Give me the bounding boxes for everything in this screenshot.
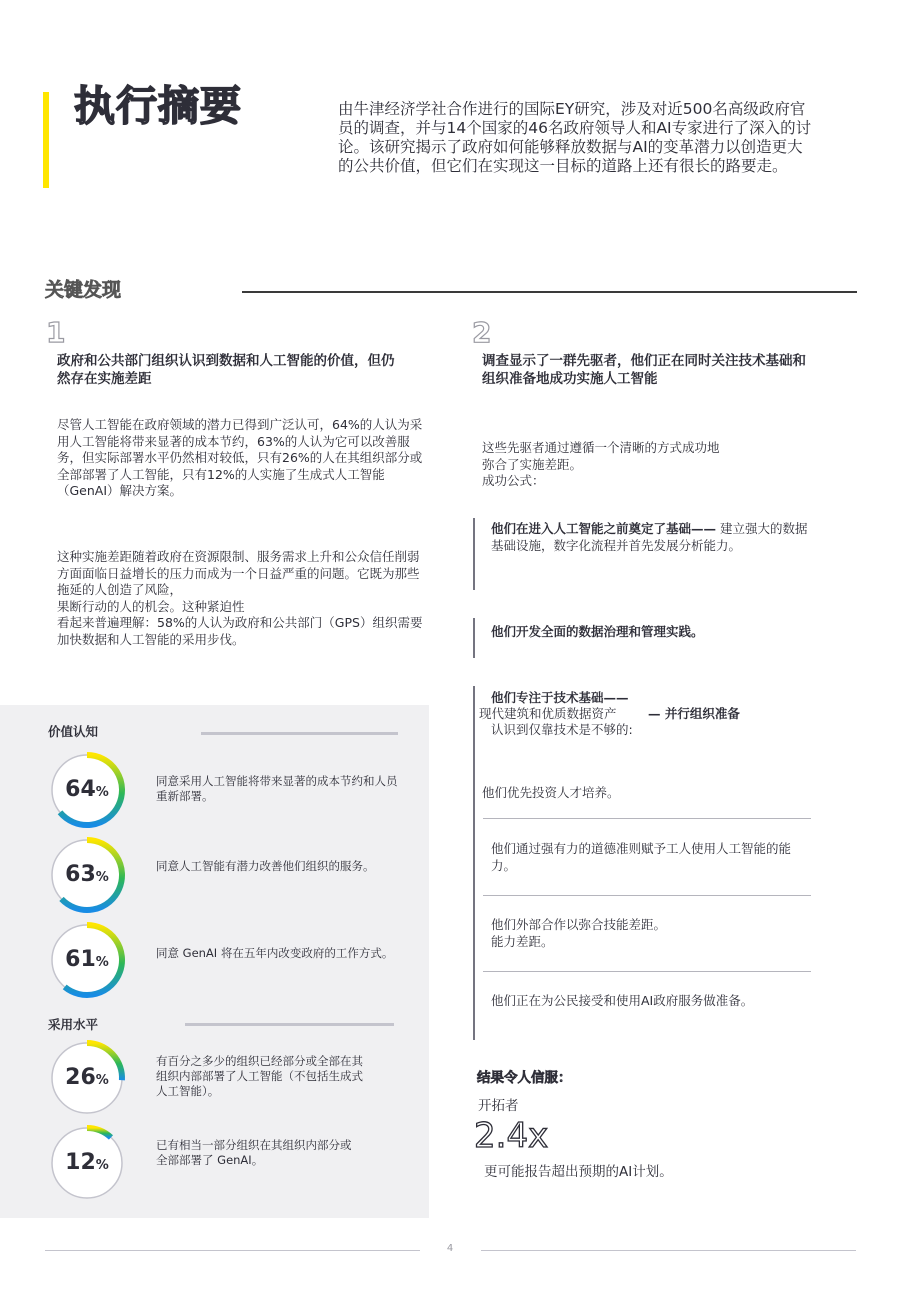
finding-1-paragraph-1: 尽管人工智能在政府领域的潜力已得到广泛认可，64%的人认为采用人工智能将带来显著的成本节约，63%的人认为它可以改善服务，但实际部署水平仍然相对较低，只有26%的人在其组织部分或全部部署了人工智能，只有12%的人实施了生成式人工智能（GenAI）解决方案。 <box>57 417 423 498</box>
separator <box>483 971 811 972</box>
section-rule <box>185 1023 394 1026</box>
step-3-text-2: 认识到仅靠技术是不够的: <box>491 722 633 737</box>
step-3-text: 现代建筑和优质数据资产 <box>479 706 617 721</box>
step-1-text: 建立强大的数据基础设施，数字化流程并首先发展分析能力。 <box>491 521 808 553</box>
step-1 <box>491 520 811 554</box>
sub-item: 他们通过强有力的道德准则赋予工人使用人工智能的能力。 <box>491 841 792 873</box>
finding-2-number: 2 <box>472 316 492 349</box>
result-label: 结果令人信服： <box>477 1070 572 1086</box>
stat-text: 同意采用人工智能将带来显著的成本节约和人员重新部署。 <box>156 774 398 803</box>
footer-rule <box>45 1250 420 1251</box>
stat-description: 更可能报告超出预期的AI计划。 <box>484 1164 673 1180</box>
ring-value: 61% <box>65 947 109 972</box>
step-bar <box>473 686 475 1040</box>
ring-value: 63% <box>65 862 109 887</box>
step-1-bold: 他们在进入人工智能之前奠定了基础—— <box>491 521 717 536</box>
section-rule <box>201 732 398 735</box>
finding-2-heading: 调查显示了一群先驱者，他们正在同时关注技术基础和组织准备地成功实施人工智能 <box>482 353 806 387</box>
separator <box>483 818 811 819</box>
sub-item: 他们外部合作以弥合技能差距。 能力差距。 <box>491 917 667 949</box>
accent-bar <box>43 92 49 188</box>
step-bar <box>473 618 475 658</box>
adoption-level-title: 采用水平 <box>48 1017 99 1032</box>
sub-item: 他们优先投资人才培养。 <box>482 785 620 800</box>
footer-rule <box>481 1250 856 1251</box>
finding-1-paragraph-2: 这种实施差距随着政府在资源限制、服务需求上升和公众信任削弱方面面临日益增长的压力而成为一个日益严重的问题。它既为那些拖延的人创造了风险， 果断行动的人的机会。这种紧迫性 看起来普遍理解：58%的人认为政府和公共部门（GPS）组织需要加快数据和人工智能的采用步伐。 <box>57 549 423 647</box>
stat-text: 已有相当一部分组织在其组织内部分或全部部署了 GenAI。 <box>156 1138 352 1167</box>
pioneers-label: 开拓者 <box>478 1098 519 1114</box>
stat-text: 同意 GenAI 将在五年内改变政府的工作方式。 <box>156 946 394 960</box>
separator <box>483 895 811 896</box>
ring-value: 26% <box>65 1065 109 1090</box>
stat-value: 2.4x <box>474 1116 549 1156</box>
value-perception-title: 价值认知 <box>48 724 99 739</box>
key-findings-title: 关键发现 <box>45 279 122 301</box>
finding-1-heading: 政府和公共部门组织认识到数据和人工智能的价值，但仍然存在实施差距 <box>57 353 395 387</box>
step-3-bold-2: — 并行组织准备 <box>648 706 740 721</box>
divider-line <box>242 291 857 293</box>
intro-paragraph: 由牛津经济学社合作进行的国际EY研究，涉及对近500名高级政府官员的调查，并与14个国家的46名政府领导人和AI专家进行了深入的讨论。该研究揭示了政府如何能够释放数据与AI的变革潜力以创造更大的公共价值，但它们在实现这一目标的道路上还有很长的路要走。 <box>338 100 812 175</box>
page-title: 执行摘要 <box>74 82 242 130</box>
stat-text: 同意人工智能有潜力改善他们组织的服务。 <box>156 859 375 873</box>
ring-value: 64% <box>65 777 109 802</box>
ring-value: 12% <box>65 1150 109 1175</box>
step-3-bold: 他们专注于技术基础—— <box>491 690 629 705</box>
finding-1-number: 1 <box>46 316 66 349</box>
finding-2-intro: 这些先驱者通过遵循一个清晰的方式成功地 弥合了实施差距。 成功公式： <box>482 440 720 488</box>
step-2: 他们开发全面的数据治理和管理实践。 <box>491 624 704 639</box>
sub-item: 他们正在为公民接受和使用AI政府服务做准备。 <box>491 993 754 1008</box>
stat-text: 有百分之多少的组织已经部分或全部在其组织内部部署了人工智能（不包括生成式人工智能）。 <box>156 1054 363 1098</box>
step-bar <box>473 518 475 590</box>
page-number: 4 <box>446 1243 454 1254</box>
